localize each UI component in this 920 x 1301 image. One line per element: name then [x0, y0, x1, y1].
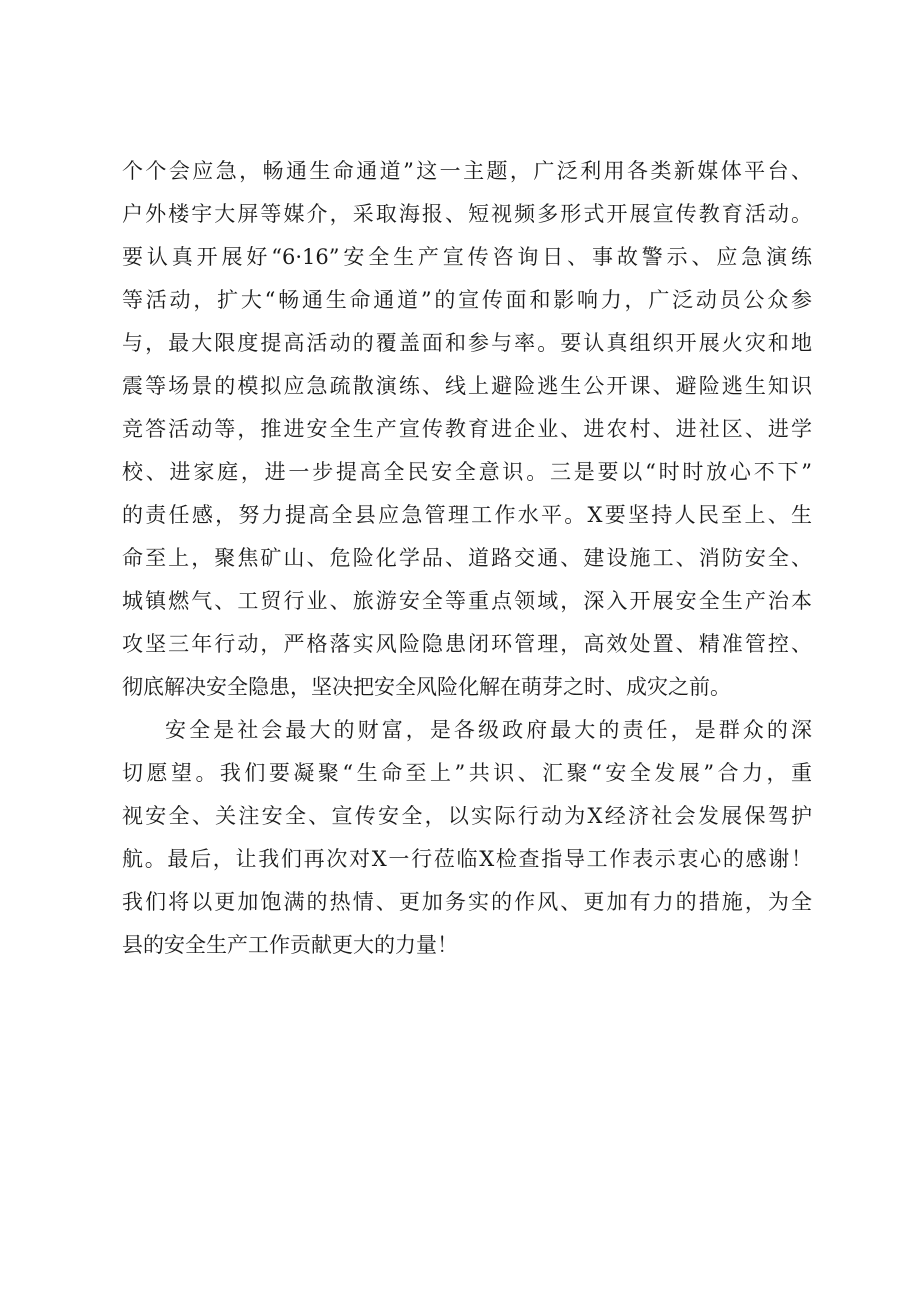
text-line: 切愿望。我们要凝聚“生命至上”共识、汇聚“安全发展”合力，重 — [122, 761, 812, 785]
text-line: 震等场景的模拟应急疏散演练、线上避险逃生公开课、避险逃生知识 — [122, 374, 812, 398]
text-line: 的责任感，努力提高全县应急管理工作水平。X要坚持人民至上、生 — [122, 503, 812, 527]
text-line: 我们将以更加饱满的热情、更加务实的作风、更加有力的措施，为全 — [122, 890, 812, 914]
text-line: 彻底解决安全隐患，坚决把安全风险化解在萌芽之时、成灾之前。 — [122, 675, 731, 699]
text-line: 与，最大限度提高活动的覆盖面和参与率。要认真组织开展火灾和地 — [122, 331, 812, 355]
text-line: 等活动，扩大“畅通生命通道”的宣传面和影响力，广泛动员公众参 — [122, 288, 812, 312]
text-line: 航。最后，让我们再次对X一行莅临X检查指导工作表示衷心的感谢！ — [122, 847, 812, 871]
text-line: 安全是社会最大的财富，是各级政府最大的责任，是群众的深 — [165, 718, 812, 742]
text-line: 县的安全生产工作贡献更大的力量！ — [122, 933, 458, 957]
text-line: 视安全、关注安全、宣传安全，以实际行动为X经济社会发展保驾护 — [122, 804, 812, 828]
text-line: 攻坚三年行动，严格落实风险隐患闭环管理，高效处置、精准管控、 — [122, 632, 812, 656]
text-line: 要认真开展好“6·16”安全生产宣传咨询日、事故警示、应急演练 — [122, 245, 812, 269]
text-line: 城镇燃气、工贸行业、旅游安全等重点领域，深入开展安全生产治本 — [122, 589, 812, 613]
document-body — [122, 150, 812, 967]
text-line: 命至上，聚焦矿山、危险化学品、道路交通、建设施工、消防安全、 — [122, 546, 812, 570]
paragraph-1 — [122, 150, 812, 709]
paragraph-2 — [122, 709, 812, 967]
text-line: 校、进家庭，进一步提高全民安全意识。三是要以“时时放心不下” — [122, 460, 812, 484]
text-line: 个个会应急，畅通生命通道”这一主题，广泛利用各类新媒体平台、 — [122, 159, 812, 183]
text-line: 竞答活动等，推进安全生产宣传教育进企业、进农村、进社区、进学 — [122, 417, 812, 441]
text-line: 户外楼宇大屏等媒介，采取海报、短视频多形式开展宣传教育活动。 — [122, 202, 812, 226]
